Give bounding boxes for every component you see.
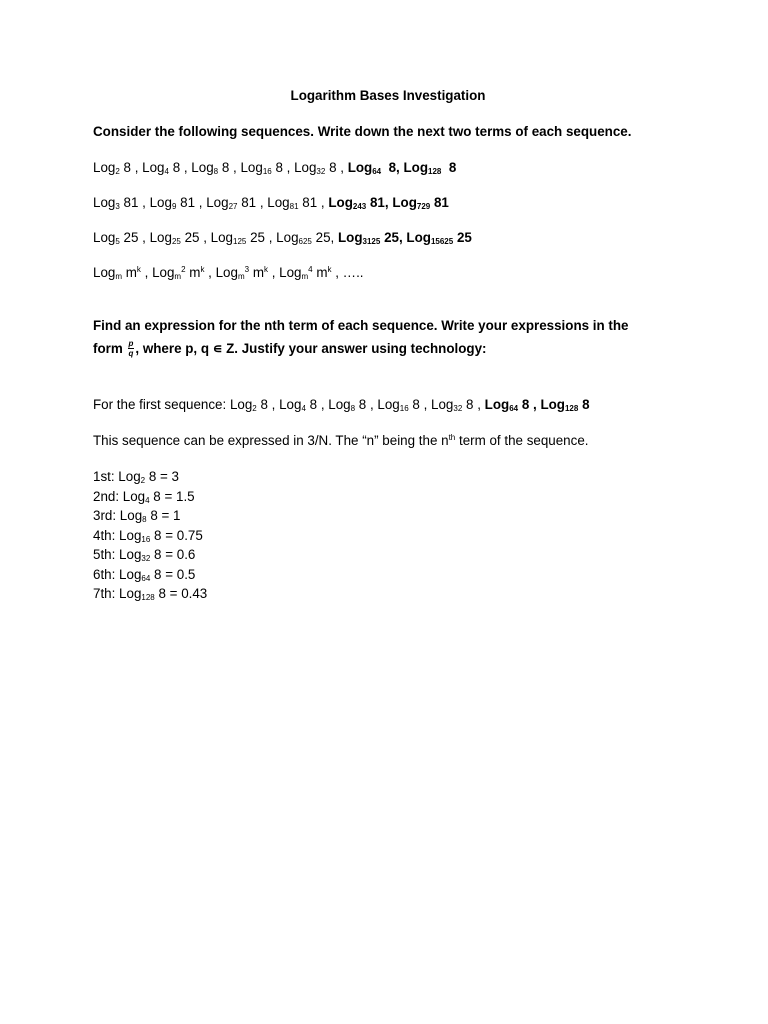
sequence-1: Log$_2$ 8 , Log$_4$ 8 , Log$_8$ 8 , Log$_{16}$ 8 , Log$_{32}$ 8 , Log$_{64}$ 8, Log$_{128}$ 8 — [93, 160, 457, 176]
term-row: 2nd: Log$_4$ 8 = 1.5 — [93, 488, 195, 505]
term-row: 3rd: Log$_8$ 8 = 1 — [93, 508, 181, 524]
sequence-explanation: This sequence can be expressed in 3/N. The “n” being the $n^{th}$ term of the sequence. — [93, 433, 589, 448]
term-row: 1st: Log$_2$ 8 = 3 — [93, 469, 179, 485]
fraction-p-over-q: $\frac{p}{q}$ — [128, 339, 134, 358]
sequence-1-answers: Log$_{64}$ 8, Log$_{128}$ 8 — [347, 160, 457, 176]
instruction-next-terms: Consider the following sequences. Write down the next two terms of each sequence. — [93, 124, 632, 139]
sequence-2: Log$_3$ 81 , Log$_9$ 81 , Log$_{27}$ 81 , Log$_{81}$ 81 , Log$_{243}$ 81, Log$_{729}$ 81 — [93, 195, 449, 211]
first-sequence-line: For the first sequence: Log$_2$ 8 , Log$_4$ 8 , Log$_8$ 8 , Log$_{16}$ 8 , Log$_{32}$ 8 , Log$_{64}$ 8 , Log$_{128}$ 8 — [93, 397, 590, 413]
term-row: 7th: Log$_{128}$ 8 = 0.43 — [93, 586, 208, 602]
term-row: 5th: Log$_{32}$ 8 = 0.6 — [93, 547, 196, 563]
instruction-nth-term-line1: Find an expression for the nth term of each sequence. Write your expressions in the — [93, 318, 629, 333]
sequence-4-general: Log$_m$ $m^k$ , Log$_m^2$ $m^k$ , Log$_m^3$ $m^k$ , Log$_m^4$ $m^k$ , ….. — [93, 265, 364, 281]
sequence-2-answers: Log$_{243}$ 81, Log$_{729}$ 81 — [328, 195, 449, 211]
sequence-3-answers: Log$_{3125}$ 25, Log$_{15625}$ 25 — [337, 230, 472, 246]
terms-list — [93, 468, 207, 605]
term-row: 6th: Log$_{64}$ 8 = 0.5 — [93, 566, 196, 583]
first-sequence-answers: Log$_{64}$ 8 , Log$_{128}$ 8 — [484, 397, 590, 413]
page-title: Logarithm Bases Investigation — [290, 88, 486, 103]
sequence-3: Log$_5$ 25 , Log$_{25}$ 25 , Log$_{125}$ 25 , Log$_{625}$ 25, Log$_{3125}$ 25, Log$_{15625}$ 25 — [93, 230, 472, 246]
term-row: 4th: Log$_{16}$ 8 = 0.75 — [93, 527, 203, 544]
instruction-nth-term-line2: form $\frac{p}{q}$ , where p, q ∊ Z. Justify your answer using technology: — [93, 339, 487, 358]
